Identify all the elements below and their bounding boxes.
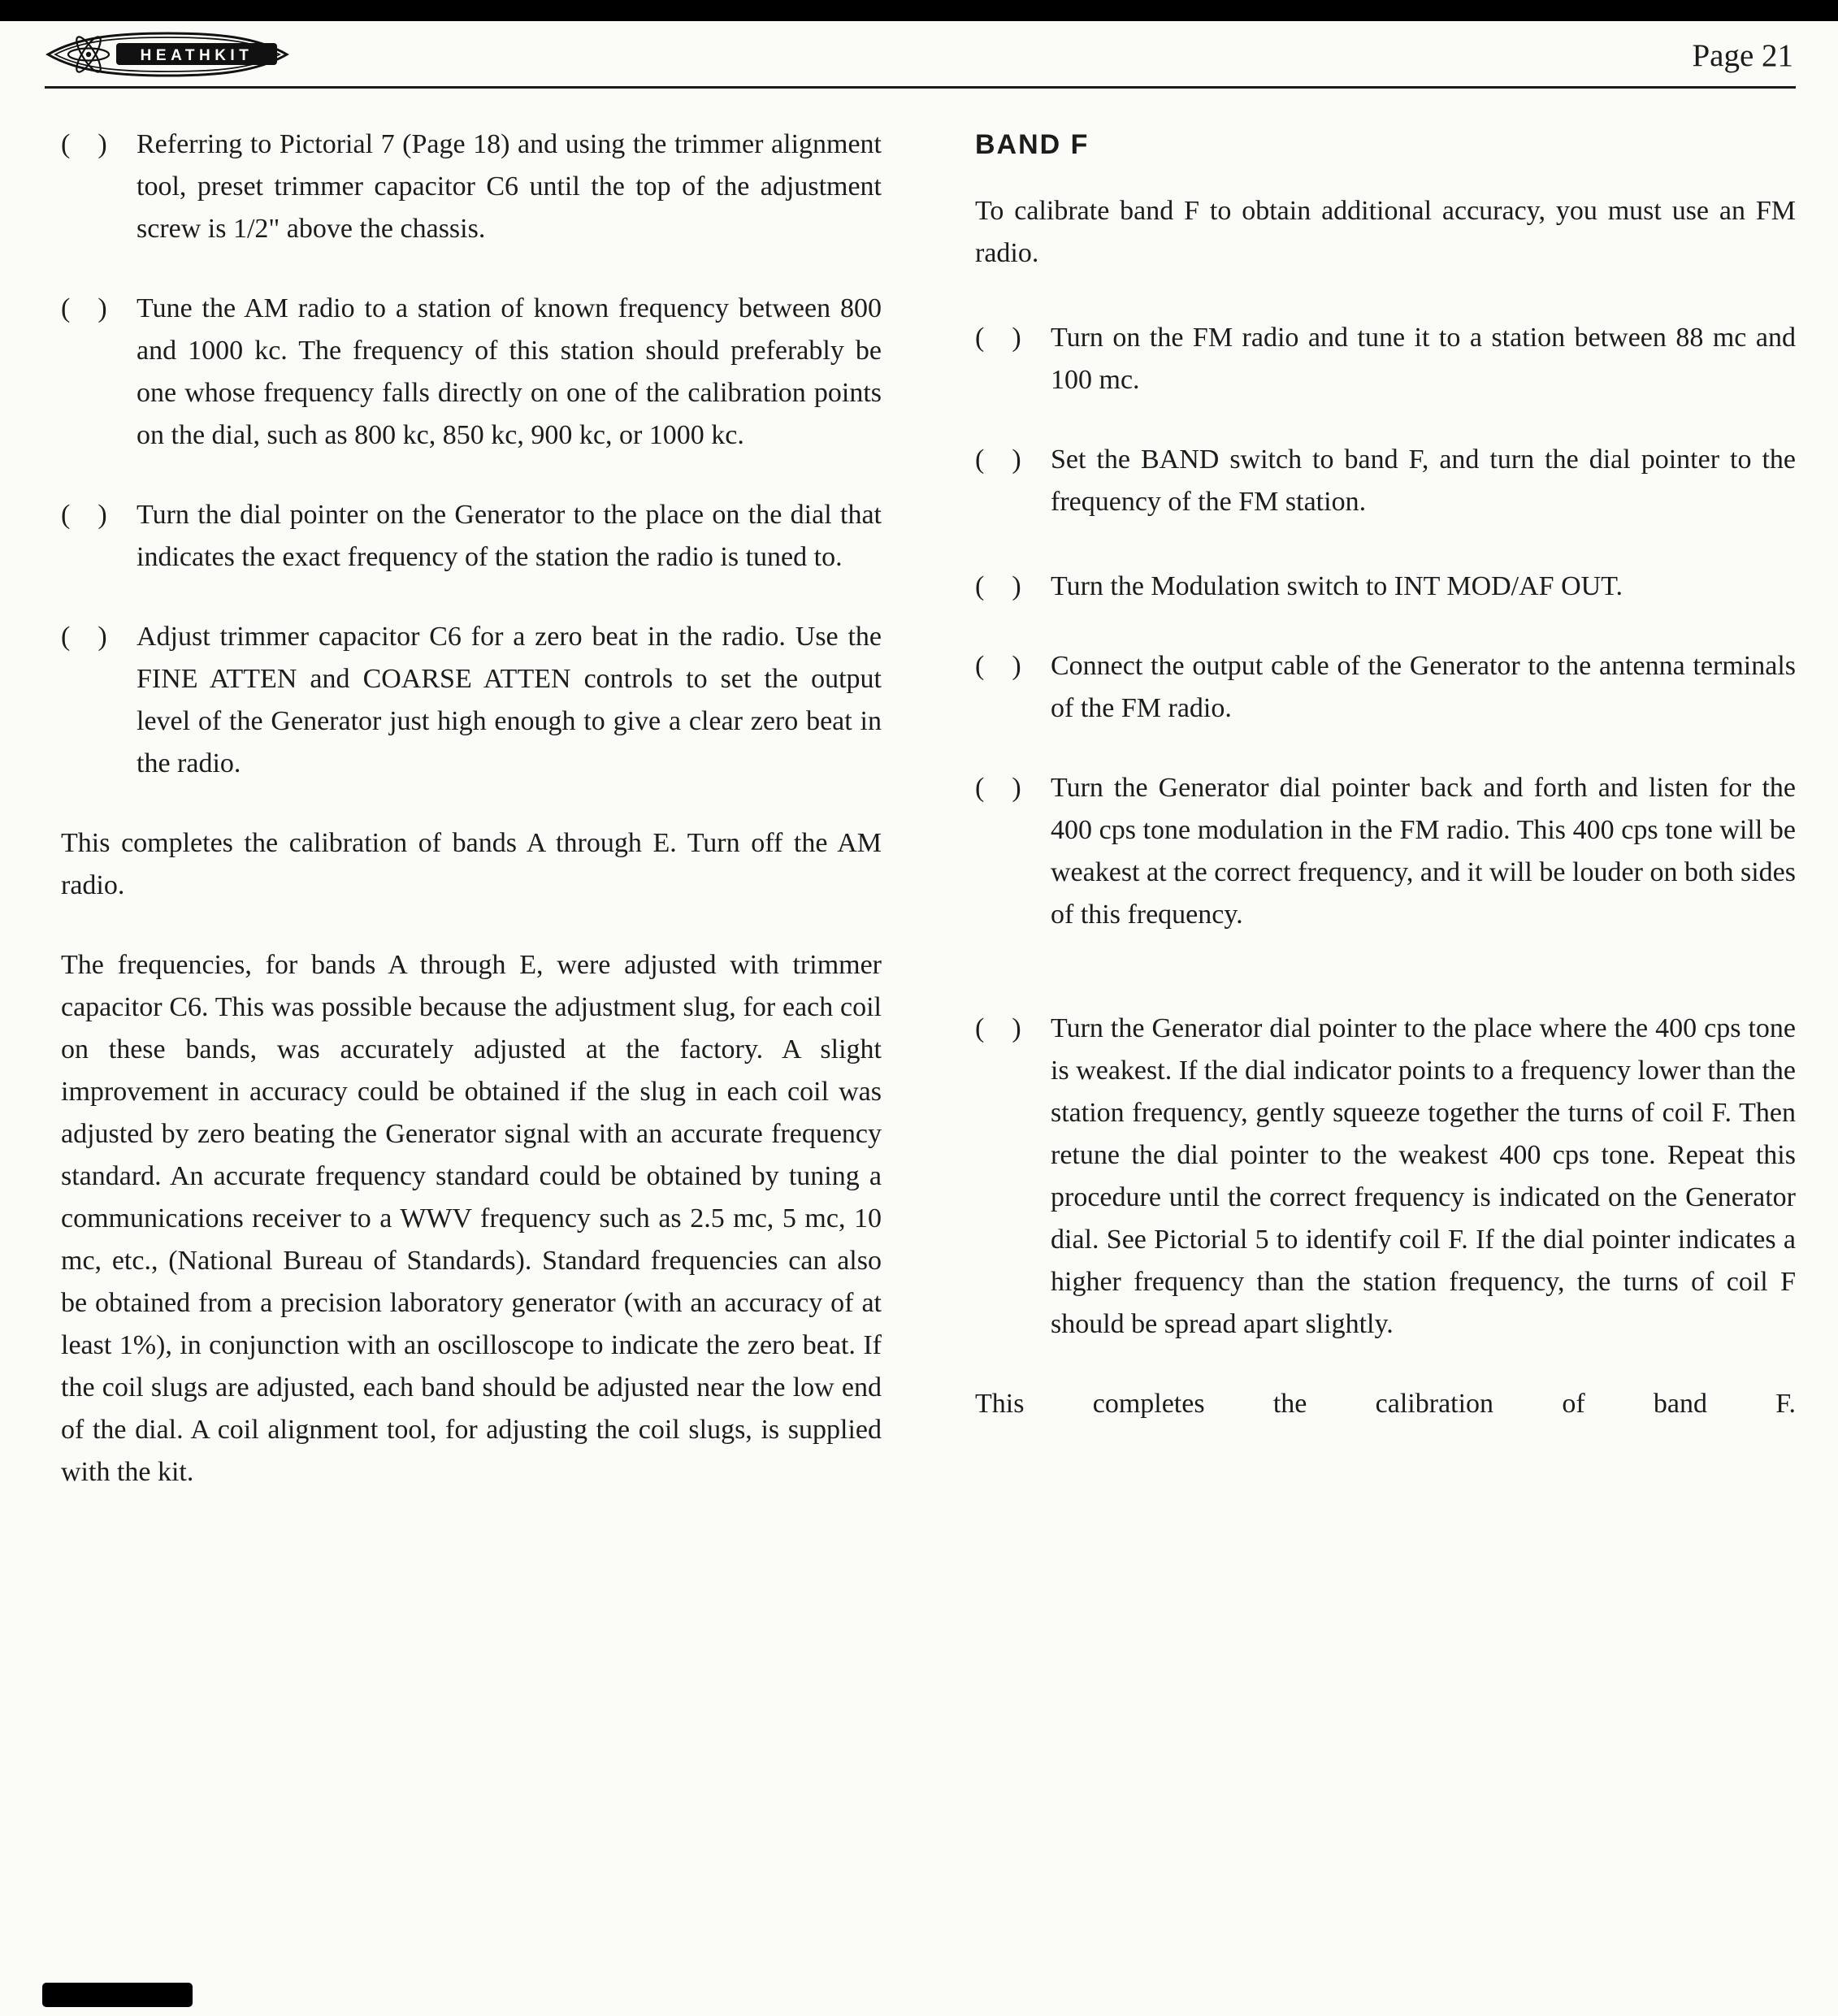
checklist-item [975, 1008, 1796, 1346]
checklist-item [975, 317, 1796, 401]
left-column [61, 124, 882, 1494]
page-body [61, 124, 1796, 1494]
checkbox: ( ) [61, 500, 107, 530]
checklist-item [61, 288, 882, 457]
checkbox: ( ) [975, 1013, 1021, 1043]
checklist-item [61, 124, 882, 250]
checklist-item-text: Turn the Generator dial pointer back and forth and listen for the 400 cps tone modulation in the FM radio. This 400 cps tone will be weakest at the correct frequency, and it will be louder on both sides of this frequency. [1051, 773, 1796, 930]
checkbox: ( ) [975, 323, 1021, 353]
brand-text: HEATHKIT [140, 47, 254, 64]
header-divider [45, 86, 1796, 89]
heathkit-logo [45, 31, 290, 78]
checklist-item [975, 645, 1796, 730]
paragraph: The frequencies, for bands A through E, were adjusted with trimmer capacitor C6. This was possible because the adjustment slug, for each coil on these bands, was accurately adjusted at the factory. A slight improvement in accuracy could be obtained if the slug in each coil was adjusted by zero beating the Generator signal with an accurate frequency standard. An accurate frequency standard could be obtained by tuning a communications receiver to a WWV frequency such as 2.5 mc, 5 mc, 10 mc, etc., (National Bureau of Standards). Standard frequencies can also be obtained from a precision laboratory generator (with an accuracy of at least 1%), in conjunction with an oscilloscope to indicate the zero beat. If the coil slugs are adjusted, each band should be adjusted near the low end of the dial. A coil alignment tool, for adjusting the coil slugs, is supplied with the kit. [61, 950, 882, 1487]
scan-artifact-bottom [42, 1983, 193, 2007]
checklist-item-text: Set the BAND switch to band F, and turn the dial pointer to the frequency of the FM station. [1051, 444, 1796, 517]
checklist-item [975, 566, 1796, 608]
checkbox: ( ) [61, 622, 107, 652]
checkbox: ( ) [61, 129, 107, 159]
checklist-item-text: Turn the Generator dial pointer to the place where the 400 cps tone is weakest. If the dial indicator points to a frequency lower than the station frequency, gently squeeze together the turns of coil F. Then retune the dial pointer to the weakest 400 cps tone. Repeat this procedure until the correct frequency is indicated on the Generator dial. See Pictorial 5 to identify coil F. If the dial pointer indicates a higher frequency than the station frequency, the turns of coil F should be spread apart slightly. [1051, 1013, 1796, 1339]
checklist-item-text: Adjust trimmer capacitor C6 for a zero beat in the radio. Use the FINE ATTEN and COARSE ATTEN controls to set the output level of the Generator just high enough to give a clear zero beat in the radio. [137, 622, 882, 778]
checkbox: ( ) [975, 651, 1021, 681]
page-number: Page 21 [1692, 38, 1793, 73]
checklist-item [975, 767, 1796, 936]
checklist-item-text: Turn on the FM radio and tune it to a station between 88 mc and 100 mc. [1051, 323, 1796, 395]
page-header [45, 31, 1793, 78]
checkbox: ( ) [975, 444, 1021, 475]
checklist-item [61, 616, 882, 785]
closing-line: This completes the calibration of band F. [975, 1389, 1796, 1419]
checkbox: ( ) [975, 571, 1021, 601]
section-intro: To calibrate band F to obtain additional accuracy, you must use an FM radio. [975, 196, 1796, 268]
checkbox: ( ) [61, 293, 107, 323]
checklist-item [61, 494, 882, 579]
scan-artifact-top [0, 0, 1838, 21]
checklist-item-text: Turn the dial pointer on the Generator to the place on the dial that indicates the exact frequency of the station the radio is tuned to. [137, 500, 882, 572]
checklist-item [975, 439, 1796, 523]
section-heading: BAND F [975, 129, 1090, 160]
checklist-item-text: Turn the Modulation switch to INT MOD/AF OUT. [1051, 571, 1623, 601]
checklist-item-text: Tune the AM radio to a station of known frequency between 800 and 1000 kc. The frequency of this station should preferably be one whose frequency falls directly on one of the calibration points on the dial, such as 800 kc, 850 kc, 900 kc, or 1000 kc. [137, 293, 882, 450]
paragraph: This completes the calibration of bands A through E. Turn off the AM radio. [61, 828, 882, 900]
checkbox: ( ) [975, 773, 1021, 803]
checklist-item-text: Connect the output cable of the Generator to the antenna terminals of the FM radio. [1051, 651, 1796, 723]
checklist-item-text: Referring to Pictorial 7 (Page 18) and using the trimmer alignment tool, preset trimmer capacitor C6 until the top of the adjustment screw is 1/2" above the chassis. [137, 129, 882, 244]
right-column [975, 124, 1796, 1494]
